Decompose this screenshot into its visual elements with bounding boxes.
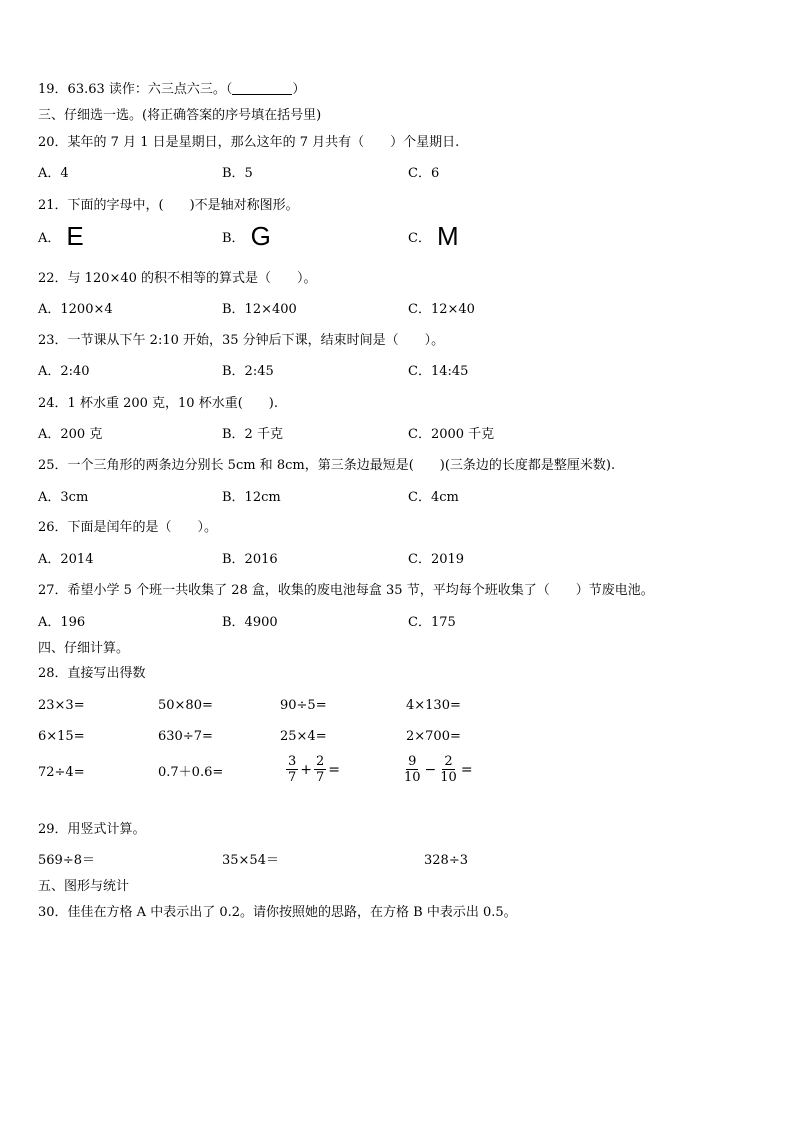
q27-stem: 27．希望小学 5 个班一共收集了 28 盒，收集的废电池每盒 35 节，平均每个班收集了（ ）节废电池。 bbox=[38, 583, 654, 598]
section-3-heading: 三、仔细选一选。(将正确答案的序号填在括号里) bbox=[38, 108, 322, 123]
q28-r1-c1: 23×3= bbox=[38, 698, 85, 713]
q21-letter-g: G bbox=[250, 221, 271, 251]
q21-letter-m: M bbox=[436, 221, 459, 251]
q21-letter-e: E bbox=[66, 221, 84, 251]
q28-r3-c2: 0.7＋0.6= bbox=[158, 765, 224, 780]
minus-operator: − bbox=[424, 761, 437, 778]
q28-stem: 28．直接写出得数 bbox=[38, 666, 146, 681]
denominator: 10 bbox=[440, 770, 457, 785]
q29-item-3: 328÷3 bbox=[424, 853, 468, 868]
q25-option-a[interactable]: A．3cm bbox=[38, 490, 89, 505]
denominator: 7 bbox=[288, 770, 297, 785]
q29-stem: 29．用竖式计算。 bbox=[38, 822, 146, 837]
numerator: 3 bbox=[288, 754, 297, 769]
fraction bbox=[402, 754, 423, 785]
q23-option-c[interactable]: C．14:45 bbox=[408, 364, 469, 379]
q20-option-a[interactable]: A．4 bbox=[38, 166, 69, 181]
q21-stem: 21．下面的字母中，( )不是轴对称图形。 bbox=[38, 198, 299, 213]
fraction bbox=[286, 754, 298, 785]
q19-answer-blank[interactable] bbox=[232, 82, 292, 95]
q28-r1-c3: 90÷5= bbox=[280, 698, 327, 713]
denominator: 7 bbox=[316, 770, 325, 785]
fraction bbox=[314, 754, 326, 785]
q28-r2-c3: 25×4= bbox=[280, 729, 327, 744]
q26-option-a[interactable]: A．2014 bbox=[38, 552, 94, 567]
q21-option-a[interactable] bbox=[38, 221, 84, 251]
q27-option-c[interactable]: C．175 bbox=[408, 615, 456, 630]
section-5-heading: 五、图形与统计 bbox=[38, 879, 130, 894]
q20-stem: 20．某年的 7 月 1 日是星期日，那么这年的 7 月共有（ ）个星期日. bbox=[38, 135, 460, 150]
plus-operator: + bbox=[300, 761, 313, 778]
q21-option-c[interactable] bbox=[408, 221, 459, 251]
equals-sign: = bbox=[328, 761, 341, 778]
q28-r2-c4: 2×700= bbox=[406, 729, 461, 744]
q27-option-a[interactable]: A．196 bbox=[38, 615, 86, 630]
numerator: 9 bbox=[408, 754, 417, 769]
q19-line bbox=[38, 82, 305, 98]
q28-r3-c1: 72÷4= bbox=[38, 765, 85, 780]
q20-option-c[interactable]: C．6 bbox=[408, 166, 440, 181]
q22-option-a[interactable]: A．1200×4 bbox=[38, 302, 113, 317]
q23-option-a[interactable]: A．2:40 bbox=[38, 364, 90, 379]
fraction bbox=[438, 754, 459, 785]
q23-option-b[interactable]: B．2:45 bbox=[222, 364, 274, 379]
q21-option-b[interactable] bbox=[222, 221, 271, 251]
q23-stem: 23．一节课从下午 2:10 开始，35 分钟后下课，结束时间是（ ）。 bbox=[38, 333, 445, 348]
equals-sign: = bbox=[460, 761, 473, 778]
q25-option-b[interactable]: B．12cm bbox=[222, 490, 281, 505]
q21-option-b-label: B． bbox=[222, 231, 245, 246]
q28-r1-c4: 4×130= bbox=[406, 698, 461, 713]
q24-option-c[interactable]: C．2000 千克 bbox=[408, 427, 495, 442]
denominator: 10 bbox=[404, 770, 421, 785]
q28-r2-c2: 630÷7= bbox=[158, 729, 213, 744]
q29-item-2: 35×54＝ bbox=[222, 853, 279, 868]
q30-stem: 30．佳佳在方格 A 中表示出了 0.2。请你按照她的思路，在方格 B 中表示出 0.5。 bbox=[38, 905, 517, 920]
numerator: 2 bbox=[444, 754, 453, 769]
q28-fraction-expr-1 bbox=[286, 754, 340, 785]
q22-option-b[interactable]: B．12×400 bbox=[222, 302, 297, 317]
q28-r2-c1: 6×15= bbox=[38, 729, 85, 744]
q26-stem: 26．下面是闰年的是（ ）。 bbox=[38, 520, 218, 535]
q19-close-paren: ） bbox=[292, 82, 306, 97]
q24-option-b[interactable]: B．2 千克 bbox=[222, 427, 283, 442]
q26-option-c[interactable]: C．2019 bbox=[408, 552, 465, 567]
q25-stem: 25．一个三角形的两条边分别长 5cm 和 8cm，第三条边最短是( )(三条边的长度都是整厘米数). bbox=[38, 458, 616, 473]
q28-fraction-expr-2 bbox=[402, 754, 473, 785]
q29-item-1: 569÷8＝ bbox=[38, 853, 95, 868]
numerator: 2 bbox=[316, 754, 325, 769]
section-4-heading: 四、仔细计算。 bbox=[38, 641, 130, 656]
q25-option-c[interactable]: C．4cm bbox=[408, 490, 459, 505]
q22-stem: 22．与 120×40 的积不相等的算式是（ ）。 bbox=[38, 271, 317, 286]
q21-option-a-label: A． bbox=[38, 231, 61, 246]
q24-option-a[interactable]: A．200 克 bbox=[38, 427, 103, 442]
q27-option-b[interactable]: B．4900 bbox=[222, 615, 278, 630]
q24-stem: 24．1 杯水重 200 克，10 杯水重( ). bbox=[38, 396, 278, 411]
q20-option-b[interactable]: B．5 bbox=[222, 166, 253, 181]
q21-option-c-label: C． bbox=[408, 231, 431, 246]
q28-r1-c2: 50×80= bbox=[158, 698, 213, 713]
q26-option-b[interactable]: B．2016 bbox=[222, 552, 278, 567]
q22-option-c[interactable]: C．12×40 bbox=[408, 302, 475, 317]
q19-text: 19．63.63 读作：六三点六三。（ bbox=[38, 82, 233, 97]
